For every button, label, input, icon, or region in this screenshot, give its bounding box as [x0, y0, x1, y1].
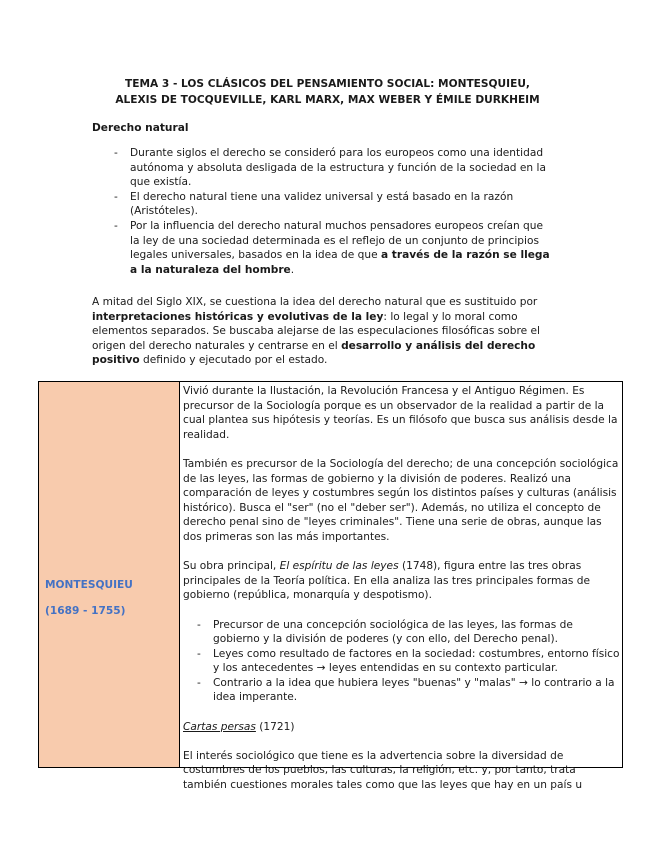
bold-phrase: a través de la razón se llega a la naturaleza del hombre [130, 249, 550, 276]
list-item: - Precursor de una concepción sociológica de las leyes, las formas de gobierno y la división de poderes (y con ello, del Derecho penal). [197, 618, 620, 647]
author-name-cell [39, 382, 180, 767]
list-item: - Durante siglos el derecho se consideró para los europeos como una identidad autónoma y absoluta desligada de la estructura y función de la sociedad en la que existía. [114, 146, 554, 190]
bold-phrase: interpretaciones históricas y evolutivas de la ley [92, 310, 384, 323]
author-years: (1689 - 1755) [45, 605, 126, 617]
page-title [70, 76, 585, 108]
intro-paragraph: A mitad del Siglo XIX, se cuestiona la idea del derecho natural que es sustituido por interpretaciones históricas y evolutivas de la ley: lo legal y lo moral como elementos separados. Se buscaba alejarse de las especulaciones filosóficas sobre el origen del derecho naturales y centrarse en el desarrollo y análisis del derecho positivo definido y ejecutado por el estado. [92, 296, 540, 367]
montesquieu-list [183, 618, 620, 706]
list-item: - Por la influencia del derecho natural muchos pensadores europeos creían que la ley de una sociedad determinada es el reflejo de un conjunto de principios legales universales, basados en la idea de que a través de la razón se llega a la naturaleza del hombre. [114, 219, 554, 277]
paragraph: Su obra principal, El espíritu de las leyes (1748), figura entre las tres obras principales de la Teoría política. En ella analiza las tres principales formas de gobierno (república, monarquía y despotismo). [183, 560, 590, 602]
title-line-2: ALEXIS DE TOCQUEVILLE, KARL MARX, MAX WEBER Y ÉMILE DURKHEIM [115, 94, 540, 106]
list-item: - Leyes como resultado de factores en la sociedad: costumbres, entorno físico y los antecedentes → leyes entendidas en su contexto particular. [197, 647, 620, 676]
author-description-cell [183, 384, 620, 807]
author-table [38, 381, 623, 792]
list-item: - El derecho natural tiene una validez universal y está basado en la razón (Aristóteles). [114, 190, 554, 219]
bold-phrase: desarrollo y análisis del derecho positivo [92, 339, 536, 367]
section-heading-derecho-natural: Derecho natural [92, 122, 189, 134]
paragraph: También es precursor de la Sociología del derecho; de una concepción sociológica de las leyes, las formas de gobierno y la división de poderes. Realizó una comparación de leyes y costumbres según los distintos países y culturas (análisis histórico). Busca el "ser" (no el "deber ser"). Además, no utiliza el concepto de derecho penal sino de "leyes criminales". Tiene una serie de obras, aunque las dos primeras son las más importantes. [183, 457, 619, 543]
paragraph: Vivió durante la Ilustación, la Revolución Francesa y el Antiguo Régimen. Es precursor de la Sociología porque es un observador de la realidad a partir de la cual plantea sus hipótesis y teorías. Es un filósofo que busca sus análisis desde la realidad. [183, 385, 618, 441]
title-line-1: TEMA 3 - LOS CLÁSICOS DEL PENSAMIENTO SOCIAL: MONTESQUIEU, [125, 78, 530, 90]
paragraph: El interés sociológico que tiene es la advertencia sobre la diversidad de costumbres de los pueblos, las culturas, la religión, etc. y, por tanto, trata también cuestiones morales tales como que las leyes que hay en un país u [183, 749, 583, 792]
book-title: El espíritu de las leyes [279, 560, 399, 573]
derecho-natural-list [114, 146, 554, 277]
list-item: - Contrario a la idea que hubiera leyes "buenas" y "malas" → lo contrario a la idea imperante. [197, 676, 620, 705]
author-name: MONTESQUIEU [45, 579, 133, 591]
paragraph: Cartas persas (1721) [183, 720, 295, 733]
book-title: Cartas persas [183, 720, 256, 733]
